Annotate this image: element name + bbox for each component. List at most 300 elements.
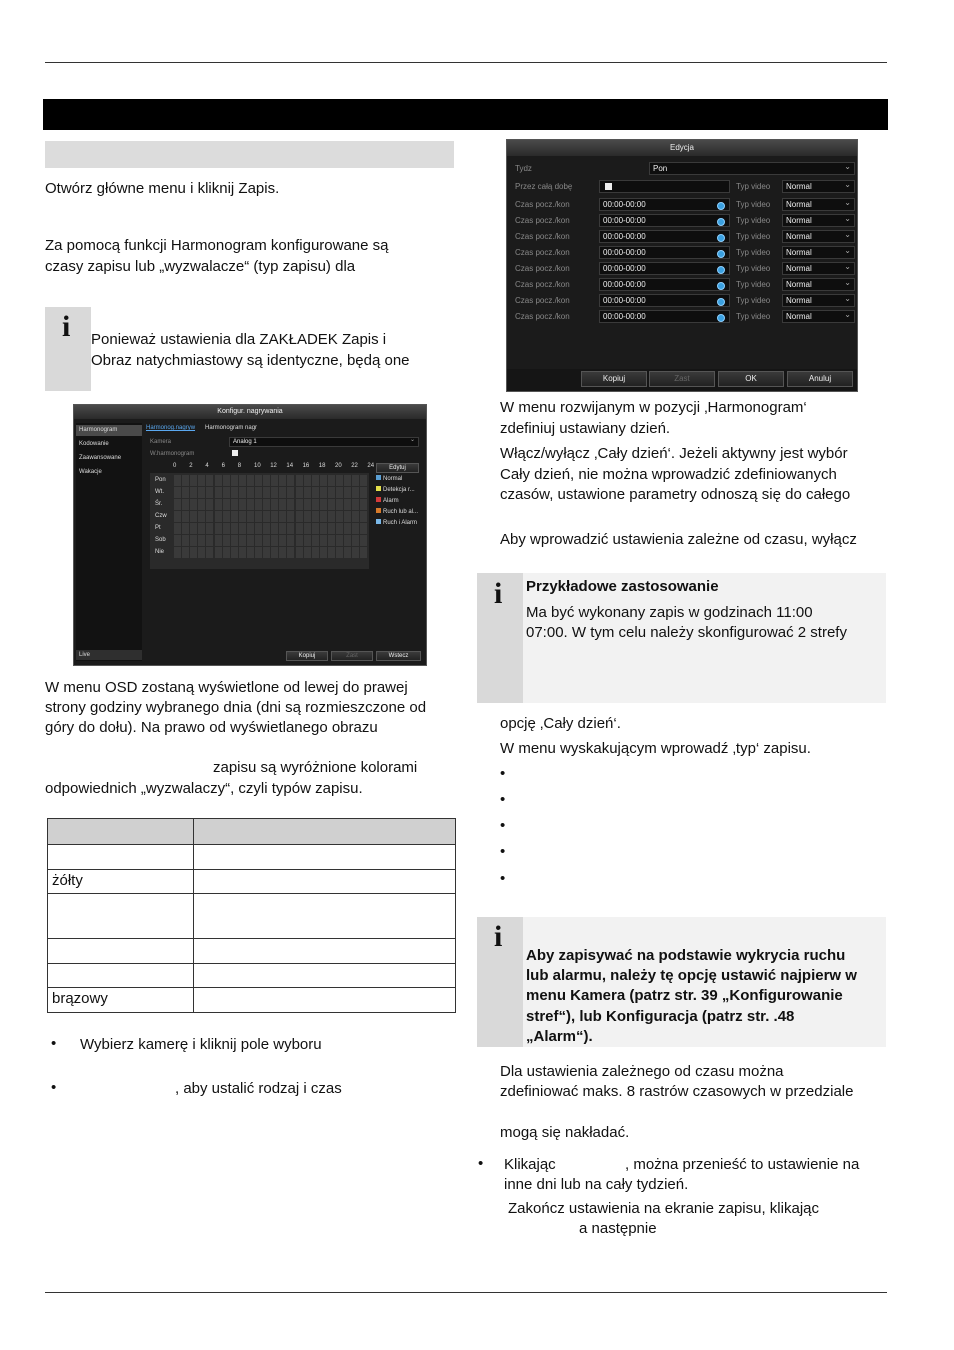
week-label: Tydz (515, 164, 532, 173)
grid-cell[interactable] (255, 535, 262, 546)
grid-cell[interactable] (304, 547, 311, 558)
grid-cell[interactable] (215, 499, 222, 510)
hour-label: 24 (367, 463, 375, 469)
clock-icon[interactable] (717, 234, 725, 242)
legend-item (376, 519, 417, 526)
legend-swatch (376, 475, 381, 480)
grid-cell[interactable] (320, 523, 327, 534)
grid-cell[interactable] (360, 535, 367, 546)
grid-cell[interactable] (247, 523, 254, 534)
type-select[interactable]: Normal ⌄ (782, 198, 855, 211)
grid-cell[interactable] (328, 547, 335, 558)
back-button[interactable]: Wstecz (376, 651, 421, 661)
week-select[interactable]: Pon ⌄ (649, 162, 855, 175)
grid-cell[interactable] (255, 499, 262, 510)
table-cell (194, 870, 456, 894)
right-p8-line1: Zakończ ustawienia na ekranie zapisu, klikając (508, 1200, 819, 1217)
table-header (48, 819, 456, 845)
grid-cell[interactable] (206, 547, 213, 558)
grid-cell[interactable] (263, 547, 270, 558)
menu-item-harmonogram[interactable]: Harmonogram (76, 425, 142, 436)
type-label: Typ video (736, 200, 771, 209)
bullet-dot: • (500, 843, 506, 860)
right-p6-line1: Dla ustawienia zależnego od czasu można (500, 1063, 784, 1080)
grid-cell[interactable] (312, 487, 319, 498)
grid-cell[interactable] (279, 547, 286, 558)
grid-cell[interactable] (263, 475, 270, 486)
grid-cell[interactable] (287, 475, 294, 486)
grid-cell[interactable] (344, 523, 351, 534)
grid-cell[interactable] (247, 547, 254, 558)
grid-cell[interactable] (263, 523, 270, 534)
grid-cell[interactable] (239, 475, 246, 486)
info1-line2: Obraz natychmiastowy są identyczne, będą one (91, 352, 410, 369)
grid-cell[interactable] (231, 511, 238, 522)
right-p8-line2: a następnie (579, 1220, 657, 1237)
grid-cell[interactable] (328, 523, 335, 534)
time-range-field[interactable]: 00:00-00:00 (599, 310, 730, 323)
grid-cell[interactable] (239, 499, 246, 510)
grid-cell[interactable] (247, 511, 254, 522)
grid-cell[interactable] (247, 487, 254, 498)
grid-cell[interactable] (304, 535, 311, 546)
clock-icon[interactable] (717, 218, 725, 226)
time-row-label: Czas pocz./kon (515, 312, 570, 321)
grid-cell[interactable] (198, 523, 205, 534)
grid-cell[interactable] (320, 511, 327, 522)
grid-cell[interactable] (255, 511, 262, 522)
grid-cell[interactable] (360, 511, 367, 522)
type-select[interactable]: Normal ⌄ (782, 246, 855, 259)
grid-cell[interactable] (296, 535, 303, 546)
bullet2-text: , aby ustalić rodzaj i czas (175, 1080, 342, 1097)
grid-cell[interactable] (279, 499, 286, 510)
time-rows (507, 196, 857, 326)
grid-cell[interactable] (328, 487, 335, 498)
grid-cell[interactable] (231, 535, 238, 546)
grid-cell[interactable] (304, 475, 311, 486)
legend-label: Ruch i Alarm (383, 520, 418, 526)
grid-cell[interactable] (206, 523, 213, 534)
grid-cell[interactable] (263, 487, 270, 498)
type-label: Typ video (736, 232, 771, 241)
hour-label: 14 (286, 463, 294, 469)
info3-line4: stref“), lub Konfiguracja (patrz str. .48 (526, 1008, 795, 1025)
grid-cell[interactable] (231, 475, 238, 486)
grid-cell[interactable] (360, 487, 367, 498)
grid-cell[interactable] (312, 535, 319, 546)
grid-cell[interactable] (247, 499, 254, 510)
grid-cell[interactable] (206, 475, 213, 486)
day-label: Śr. (155, 501, 163, 507)
type-select[interactable]: Normal ⌄ (782, 262, 855, 275)
grid-cell[interactable] (287, 511, 294, 522)
bullet-dot: • (500, 791, 506, 808)
grid-cell[interactable] (206, 535, 213, 546)
grid-cell[interactable] (182, 487, 189, 498)
schedule-menu (76, 423, 142, 661)
grid-cell[interactable] (312, 547, 319, 558)
grid-cell[interactable] (190, 475, 197, 486)
apply-button[interactable]: Zast (649, 371, 715, 387)
grid-cell[interactable] (296, 523, 303, 534)
grid-cell[interactable] (344, 511, 351, 522)
grid-cell[interactable] (352, 499, 359, 510)
time-range-field[interactable]: 00:00-00:00 (599, 230, 730, 243)
legend-item (376, 508, 418, 515)
grid-cell[interactable] (296, 511, 303, 522)
legend-swatch (376, 519, 381, 524)
grid-cell[interactable] (215, 535, 222, 546)
grid-cell[interactable] (336, 547, 343, 558)
grid-cell[interactable] (215, 475, 222, 486)
grid-cell[interactable] (287, 535, 294, 546)
time-row-label: Czas pocz./kon (515, 216, 570, 225)
bullet-dot: • (500, 817, 506, 834)
grid-cell[interactable] (255, 475, 262, 486)
schedule-grid[interactable] (150, 473, 369, 569)
grid-cell[interactable] (174, 523, 181, 534)
time-range-field[interactable]: 00:00-00:00 (599, 294, 730, 307)
type-select[interactable]: Normal ⌄ (782, 294, 855, 307)
table-row (48, 939, 456, 964)
grid-cell[interactable] (174, 535, 181, 546)
time-range-field[interactable]: 00:00-00:00 (599, 214, 730, 227)
grid-cell[interactable] (336, 535, 343, 546)
grid-cell[interactable] (255, 547, 262, 558)
grid-cell[interactable] (198, 547, 205, 558)
info2-line2: 07:00. W tym celu należy skonfigurować 2 strefy (526, 624, 847, 641)
grid-cell[interactable] (320, 547, 327, 558)
grid-cell[interactable] (328, 499, 335, 510)
grid-cell[interactable] (287, 499, 294, 510)
right-b1-line2: inne dni lub na cały tydzień. (504, 1176, 689, 1193)
right-p2-line1: Włącz/wyłącz ‚Cały dzień‘. Jeżeli aktywny jest wybór (500, 445, 848, 462)
grid-cell[interactable] (352, 487, 359, 498)
grid-cell[interactable] (352, 547, 359, 558)
tab-schedule[interactable]: Harmonogram nagr (205, 425, 258, 431)
grid-cell[interactable] (360, 499, 367, 510)
grid-cell[interactable] (190, 535, 197, 546)
grid-cell[interactable] (352, 475, 359, 486)
grid-cell[interactable] (304, 487, 311, 498)
grid-cell[interactable] (352, 523, 359, 534)
grid-cell[interactable] (263, 511, 270, 522)
grid-cell[interactable] (304, 523, 311, 534)
grid-cell[interactable] (239, 487, 246, 498)
grid-cell[interactable] (360, 475, 367, 486)
table-row (48, 870, 456, 894)
grid-cell[interactable] (336, 499, 343, 510)
grid-cell[interactable] (231, 523, 238, 534)
grid-cell[interactable] (312, 499, 319, 510)
grid-cell[interactable] (239, 511, 246, 522)
grid-cell[interactable] (320, 475, 327, 486)
grid-cell[interactable] (174, 547, 181, 558)
grid-cell[interactable] (328, 475, 335, 486)
table-cell: brązowy (48, 988, 194, 1013)
grid-cell[interactable] (239, 523, 246, 534)
grid-cell[interactable] (271, 475, 278, 486)
grid-cell[interactable] (223, 511, 230, 522)
grid-cell[interactable] (271, 511, 278, 522)
color-legend-table (47, 818, 456, 1013)
grid-cell[interactable] (263, 535, 270, 546)
grid-cell[interactable] (328, 511, 335, 522)
hour-label: 20 (335, 463, 342, 469)
right-p2-line3: czasów, ustawione parametry odnoszą się do całego (500, 486, 851, 503)
day-label: Czw (155, 513, 167, 519)
right-p2-line2: Cały dzień, nie można wprowadzić zdefiniowanych (500, 466, 837, 483)
grid-cell[interactable] (206, 511, 213, 522)
grid-cell[interactable] (182, 535, 189, 546)
grid-cell[interactable] (190, 547, 197, 558)
grid-cell[interactable] (271, 487, 278, 498)
grid-cell[interactable] (304, 511, 311, 522)
grid-cell[interactable] (279, 523, 286, 534)
grid-cell[interactable] (279, 511, 286, 522)
para2-line2: strony godziny wybranego dnia (dni są rozmieszczone od (45, 699, 427, 716)
copy-button[interactable]: Kopiuj (581, 371, 647, 387)
clock-icon[interactable] (717, 298, 725, 306)
clock-icon[interactable] (717, 250, 725, 258)
grid-cell[interactable] (239, 535, 246, 546)
section-header-bar (43, 99, 888, 130)
table-cell (194, 988, 456, 1013)
camera-label: Kamera (150, 439, 172, 445)
right-p1-line2: zdefiniuj ustawiany dzień. (500, 420, 671, 437)
day-label: Pon (155, 477, 166, 483)
para3-line1: zapisu są wyróżnione kolorami (213, 759, 418, 776)
type-label: Typ video (736, 280, 771, 289)
clock-icon[interactable] (717, 202, 725, 210)
edit-screen (506, 139, 858, 392)
legend-item (376, 497, 399, 504)
grid-cell[interactable] (182, 547, 189, 558)
menu-item-live[interactable]: Live (76, 650, 142, 660)
time-row-label: Czas pocz./kon (515, 248, 570, 257)
type-label: Typ video (736, 182, 771, 191)
time-range-field[interactable]: 00:00-00:00 (599, 278, 730, 291)
grid-cell[interactable] (279, 487, 286, 498)
grid-cell[interactable] (336, 523, 343, 534)
grid-cell[interactable] (279, 475, 286, 486)
grid-cell[interactable] (360, 523, 367, 534)
legend-item (376, 486, 415, 493)
time-range-field[interactable]: 00:00-00:00 (599, 198, 730, 211)
type-label: Typ video (736, 312, 771, 321)
grid-cell[interactable] (190, 487, 197, 498)
day-label: Nie (155, 549, 165, 555)
grid-cell[interactable] (271, 547, 278, 558)
table-row (48, 894, 456, 939)
menu-item-zaawansowane[interactable]: Zaawansowane (79, 455, 122, 461)
clock-icon[interactable] (717, 266, 725, 274)
right-p3: Aby wprowadzić ustawienia zależne od czasu, wyłącz (500, 531, 857, 548)
legend-label: Normal (383, 476, 403, 482)
grid-cell[interactable] (247, 475, 254, 486)
time-row-label: Czas pocz./kon (515, 296, 570, 305)
table-cell (48, 964, 194, 988)
info1-line1: Ponieważ ustawienia dla ZAKŁADEK Zapis i (91, 331, 387, 348)
grid-cell[interactable] (231, 499, 238, 510)
type-select[interactable]: Normal ⌄ (782, 214, 855, 227)
grid-cell[interactable] (271, 535, 278, 546)
grid-cell[interactable] (198, 487, 205, 498)
grid-cell[interactable] (344, 535, 351, 546)
para1-line1: Za pomocą funkcji Harmonogram konfigurowane są (45, 237, 389, 254)
grid-cell[interactable] (287, 487, 294, 498)
apply-button[interactable]: Zast (331, 651, 373, 661)
edit-button[interactable]: Edytuj (376, 463, 419, 473)
hour-label: 22 (351, 463, 358, 469)
intro-text: Otwórz główne menu i kliknij Zapis. (45, 180, 280, 197)
grid-cell[interactable] (344, 547, 351, 558)
table-header-cell (48, 819, 194, 845)
schedule-title: Konfigur. nagrywania (74, 405, 426, 419)
grid-cell[interactable] (223, 475, 230, 486)
grid-cell[interactable] (231, 487, 238, 498)
grid-cell[interactable] (223, 499, 230, 510)
info2-line1: Ma być wykonany zapis w godzinach 11:00 (526, 604, 813, 621)
grid-cell[interactable] (336, 487, 343, 498)
grid-cell[interactable] (271, 523, 278, 534)
menu-item-kodowanie[interactable]: Kodowanie (79, 441, 109, 447)
grid-cell[interactable] (198, 475, 205, 486)
grid-cell[interactable] (190, 499, 197, 510)
grid-cell[interactable] (190, 511, 197, 522)
day-labels (150, 473, 170, 569)
ok-button[interactable]: OK (718, 371, 784, 387)
grid-cell[interactable] (296, 499, 303, 510)
bullet-dot: • (51, 1079, 57, 1096)
day-label: Pt (155, 525, 161, 531)
grid-cell[interactable] (182, 475, 189, 486)
grid-cell[interactable] (206, 487, 213, 498)
grid-cell[interactable] (352, 535, 359, 546)
grid-cell[interactable] (174, 499, 181, 510)
type-select[interactable]: Normal ⌄ (782, 278, 855, 291)
grid-cell[interactable] (312, 475, 319, 486)
info3-line1: Aby zapisywać na podstawie wykrycia ruchu (526, 947, 846, 964)
table-header-cell (194, 819, 456, 845)
grid-cell[interactable] (182, 523, 189, 534)
grid-cell[interactable] (296, 475, 303, 486)
time-range-field[interactable]: 00:00-00:00 (599, 262, 730, 275)
time-row-label: Czas pocz./kon (515, 280, 570, 289)
hour-label: 8 (237, 463, 242, 469)
table-row (48, 988, 456, 1013)
type-select[interactable]: Normal ⌄ (782, 180, 855, 193)
grid-cell[interactable] (296, 547, 303, 558)
grid-cell[interactable] (344, 487, 351, 498)
copy-button[interactable]: Kopiuj (286, 651, 328, 661)
info-icon: i (62, 310, 71, 343)
table-cell (194, 964, 456, 988)
grid-cell[interactable] (312, 511, 319, 522)
grid-cell[interactable] (360, 547, 367, 558)
grid-cell[interactable] (223, 523, 230, 534)
type-select[interactable]: Normal ⌄ (782, 230, 855, 243)
allday-checkbox[interactable] (605, 183, 612, 190)
grid-cell[interactable] (215, 511, 222, 522)
grid-cell[interactable] (174, 475, 181, 486)
legend-label: Alarm (383, 498, 399, 504)
time-range-field[interactable]: 00:00-00:00 (599, 246, 730, 259)
grid-cell[interactable] (174, 511, 181, 522)
bullet1-text: Wybierz kamerę i kliknij pole wyboru (80, 1036, 322, 1053)
grid-cell[interactable] (296, 487, 303, 498)
grid-cell[interactable] (279, 535, 286, 546)
right-p7: mogą się nakładać. (500, 1124, 630, 1141)
grid-cell[interactable] (255, 523, 262, 534)
grid-cell[interactable] (287, 523, 294, 534)
clock-icon[interactable] (717, 282, 725, 290)
grid-cell[interactable] (304, 499, 311, 510)
menu-item-wakacje[interactable]: Wakacje (79, 469, 102, 475)
grid-cell[interactable] (239, 547, 246, 558)
grid-cell[interactable] (328, 535, 335, 546)
top-rule (45, 62, 887, 63)
grid-cell[interactable] (336, 511, 343, 522)
grid-cell[interactable] (198, 499, 205, 510)
day-label: Wt. (155, 489, 164, 495)
grid-cell[interactable] (231, 547, 238, 558)
grid-cell[interactable] (271, 499, 278, 510)
grid-cell[interactable] (247, 535, 254, 546)
grid-cell[interactable] (182, 499, 189, 510)
tab-record-schedule[interactable]: Harmonog.nagryw (146, 425, 196, 431)
grid-cell[interactable] (190, 523, 197, 534)
type-label: Typ video (736, 248, 771, 257)
grid-cell[interactable] (320, 535, 327, 546)
grid-cell[interactable] (206, 499, 213, 510)
grid-cell[interactable] (174, 487, 181, 498)
cancel-button[interactable]: Anuluj (787, 371, 853, 387)
grid-cell[interactable] (223, 487, 230, 498)
enable-schedule-checkbox[interactable] (232, 450, 238, 456)
clock-icon[interactable] (717, 314, 725, 322)
grid-cell[interactable] (223, 547, 230, 558)
bullet-dot: • (478, 1155, 484, 1172)
grid-cell[interactable] (344, 475, 351, 486)
grid-cell[interactable] (215, 547, 222, 558)
grid-cell[interactable] (215, 523, 222, 534)
grid-cell[interactable] (352, 511, 359, 522)
table-cell: żółty (48, 870, 194, 894)
grid-cell[interactable] (255, 487, 262, 498)
grid-cell[interactable] (198, 511, 205, 522)
grid-cell[interactable] (263, 499, 270, 510)
grid-cell[interactable] (320, 487, 327, 498)
bullet-dot: • (51, 1035, 57, 1052)
type-label: Typ video (736, 296, 771, 305)
grid-cell[interactable] (287, 547, 294, 558)
type-select[interactable]: Normal ⌄ (782, 310, 855, 323)
grid-cell[interactable] (223, 535, 230, 546)
grid-cell[interactable] (182, 511, 189, 522)
legend-swatch (376, 508, 381, 513)
grid-cell[interactable] (312, 523, 319, 534)
grid-cell[interactable] (344, 499, 351, 510)
right-p6-line2: zdefiniować maks. 8 rastrów czasowych w przedziale (500, 1083, 854, 1100)
camera-select[interactable]: Analog 1 ⌄ (229, 437, 419, 447)
grid-cell[interactable] (336, 475, 343, 486)
grid-cell[interactable] (198, 535, 205, 546)
info2-title: Przykładowe zastosowanie (526, 578, 719, 595)
grid-cell[interactable] (320, 499, 327, 510)
grid-cell[interactable] (215, 487, 222, 498)
